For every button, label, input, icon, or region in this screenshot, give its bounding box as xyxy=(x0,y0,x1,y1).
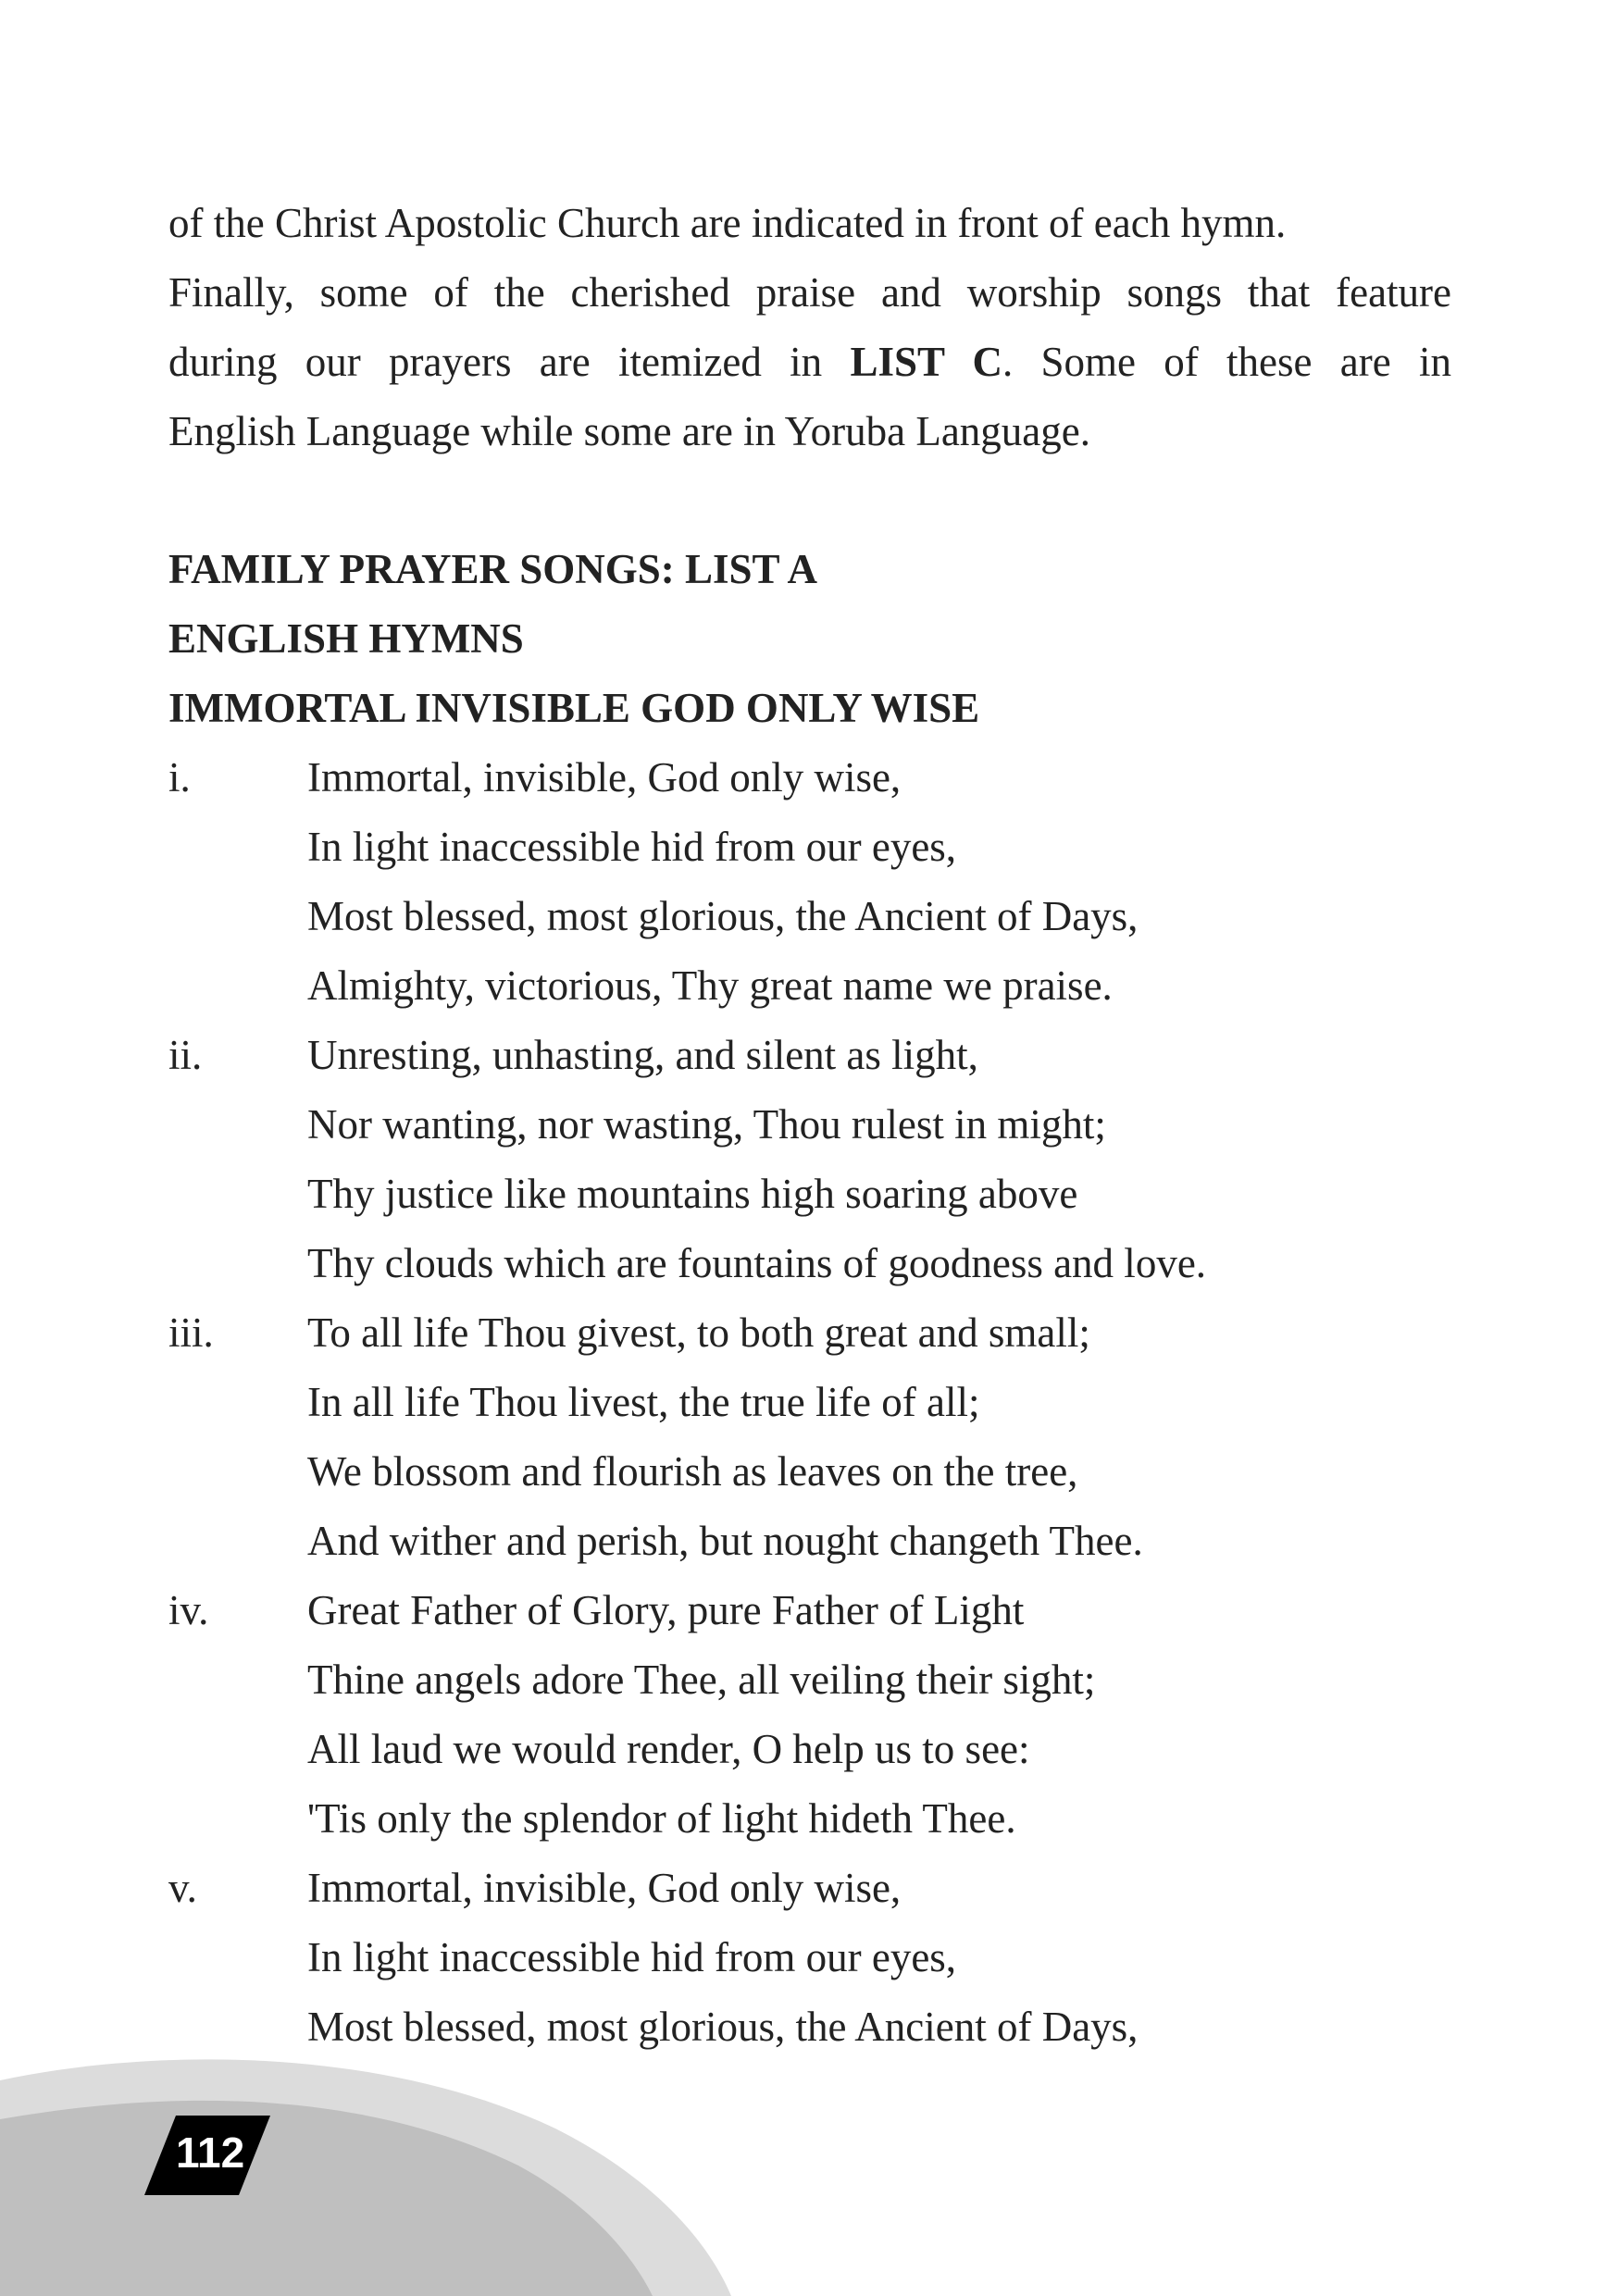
verse-line: To all life Thou givest, to both great and small; xyxy=(307,1309,1090,1356)
hymn-title: IMMORTAL INVISIBLE GOD ONLY WISE xyxy=(168,685,980,731)
verse-number: iii. xyxy=(168,1309,214,1356)
verse-line: Thy justice like mountains high soaring above xyxy=(307,1171,1078,1217)
verse-number: ii. xyxy=(168,1032,203,1078)
verse-line: Thy clouds which are fountains of goodness and love. xyxy=(307,1240,1207,1286)
list-heading: FAMILY PRAYER SONGS: LIST A xyxy=(168,546,818,592)
verse-line: In all life Thou livest, the true life of all; xyxy=(307,1379,980,1425)
verse-line: In light inaccessible hid from our eyes, xyxy=(307,1934,957,1980)
verse-line: In light inaccessible hid from our eyes, xyxy=(307,824,957,870)
verse-line: Thine angels adore Thee, all veiling their sight; xyxy=(307,1657,1096,1703)
verse-line: Most blessed, most glorious, the Ancient of Days, xyxy=(307,893,1139,939)
verse-number: iv. xyxy=(168,1587,209,1633)
verse-line: Most blessed, most glorious, the Ancient of Days, xyxy=(307,2004,1139,2050)
intro-text: during our prayers are itemized in xyxy=(168,339,851,385)
verse-line: Immortal, invisible, God only wise, xyxy=(307,754,902,800)
verse-line: Immortal, invisible, God only wise, xyxy=(307,1865,902,1911)
intro-line: English Language while some are in Yoruba Language. xyxy=(168,408,1090,454)
intro-line: of the Christ Apostolic Church are indicated in front of each hymn. xyxy=(168,200,1287,246)
verse-line: And wither and perish, but nought changeth Thee. xyxy=(307,1518,1143,1564)
verse-line: Great Father of Glory, pure Father of Light xyxy=(307,1587,1025,1633)
verse-line: Almighty, victorious, Thy great name we praise. xyxy=(307,962,1113,1009)
verse-line: All laud we would render, O help us to see: xyxy=(307,1726,1030,1772)
verse-line: 'Tis only the splendor of light hideth Thee. xyxy=(307,1795,1016,1842)
intro-line: Finally, some of the cherished praise and worship songs that feature xyxy=(168,269,1451,316)
verse-number: i. xyxy=(168,754,191,800)
intro-text: . Some of these are in xyxy=(1002,339,1451,385)
section-heading: ENGLISH HYMNS xyxy=(168,615,524,662)
list-reference: LIST C xyxy=(850,339,1002,385)
verse-number: v. xyxy=(168,1865,197,1911)
verse-line: Unresting, unhasting, and silent as light, xyxy=(307,1032,978,1078)
page-number: 112 xyxy=(176,2128,245,2177)
verse-line: Nor wanting, nor wasting, Thou rulest in might; xyxy=(307,1101,1106,1148)
verse-line: We blossom and flourish as leaves on the tree, xyxy=(307,1448,1078,1495)
